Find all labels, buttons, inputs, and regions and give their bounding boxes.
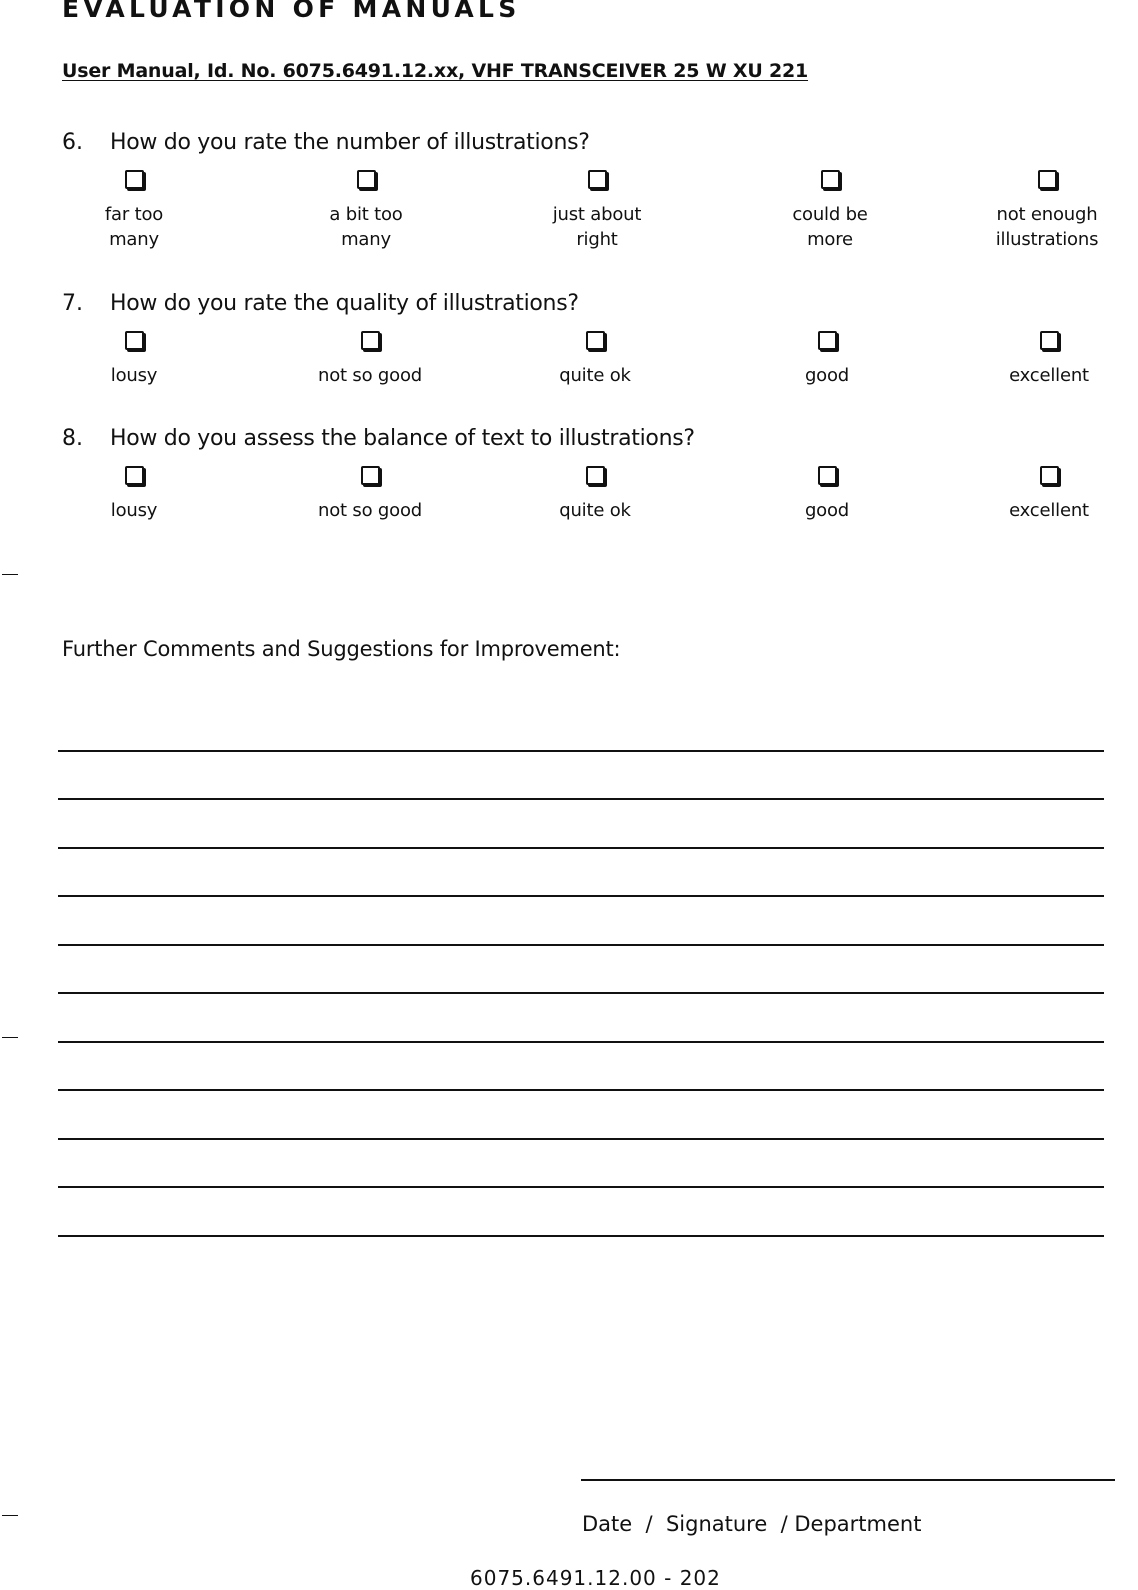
comment-line[interactable] [58,847,1104,849]
option-label: excellent [1009,365,1089,386]
question-6 [62,130,1122,260]
rating-option[interactable] [974,331,1124,388]
option-label: quite ok [559,500,631,521]
option-label: excellent [1009,500,1089,521]
signature-line[interactable] [581,1479,1115,1481]
checkbox[interactable] [588,170,607,189]
comment-line[interactable] [58,944,1104,946]
question-text: How do you rate the number of illustrations? [110,130,590,155]
rating-option[interactable] [522,170,672,252]
manual-reference: User Manual, Id. No. 6075.6491.12.xx, VHF TRANSCEIVER 25 W XU 221 [62,60,809,82]
question-text: How do you assess the balance of text to illustrations? [110,426,695,451]
rating-option[interactable] [520,466,670,523]
rating-option[interactable] [752,331,902,388]
option-label: not enough illustrations [995,204,1099,250]
option-label: lousy [110,365,158,386]
comment-line[interactable] [58,895,1104,897]
option-label: quite ok [559,365,631,386]
checkbox[interactable] [125,170,144,189]
margin-mark [2,574,18,575]
question-number: 7. [62,291,83,316]
checkbox[interactable] [1040,466,1059,485]
rating-option[interactable] [295,331,445,388]
checkbox[interactable] [586,466,605,485]
comment-line[interactable] [58,1186,1104,1188]
checkbox[interactable] [1040,331,1059,350]
option-label: a bit too many [329,204,403,250]
comment-line[interactable] [58,1235,1104,1237]
margin-mark [2,1037,18,1038]
rating-option[interactable] [752,466,902,523]
checkbox[interactable] [818,466,837,485]
comment-line[interactable] [58,1138,1104,1140]
option-label: good [804,500,850,521]
checkbox[interactable] [1038,170,1057,189]
option-label: far too many [104,204,164,250]
question-header [62,130,1122,158]
checkbox[interactable] [821,170,840,189]
comments-heading: Further Comments and Suggestions for Improvement: [62,637,621,661]
rating-option[interactable] [974,466,1124,523]
document-number: 6075.6491.12.00 - 202 [470,1566,721,1590]
form-title: EVALUATION OF MANUALS [62,0,521,23]
rating-option[interactable] [972,170,1122,252]
rating-option[interactable] [520,331,670,388]
checkbox[interactable] [361,331,380,350]
rating-option[interactable] [755,170,905,252]
rating-option[interactable] [59,466,209,523]
margin-mark [2,1515,18,1516]
question-header [62,291,1122,319]
option-label: not so good [318,365,422,386]
question-number: 8. [62,426,83,451]
option-label: good [804,365,850,386]
comment-line[interactable] [58,1089,1104,1091]
rating-option[interactable] [59,170,209,252]
comment-line[interactable] [58,1041,1104,1043]
option-label: lousy [110,500,158,521]
checkbox[interactable] [818,331,837,350]
comment-line[interactable] [58,992,1104,994]
checkbox[interactable] [125,466,144,485]
comment-line[interactable] [58,798,1104,800]
question-7 [62,291,1122,401]
comment-line[interactable] [58,750,1104,752]
option-label: not so good [318,500,422,521]
question-header [62,426,1122,454]
option-label: just about right [552,204,642,250]
rating-option[interactable] [295,466,445,523]
rating-option[interactable] [59,331,209,388]
question-number: 6. [62,130,83,155]
checkbox[interactable] [586,331,605,350]
checkbox[interactable] [361,466,380,485]
rating-option[interactable] [291,170,441,252]
signature-label: Date / Signature / Department [582,1512,922,1536]
option-label: could be more [792,204,868,250]
checkbox[interactable] [357,170,376,189]
question-text: How do you rate the quality of illustrations? [110,291,579,316]
question-8 [62,426,1122,536]
checkbox[interactable] [125,331,144,350]
